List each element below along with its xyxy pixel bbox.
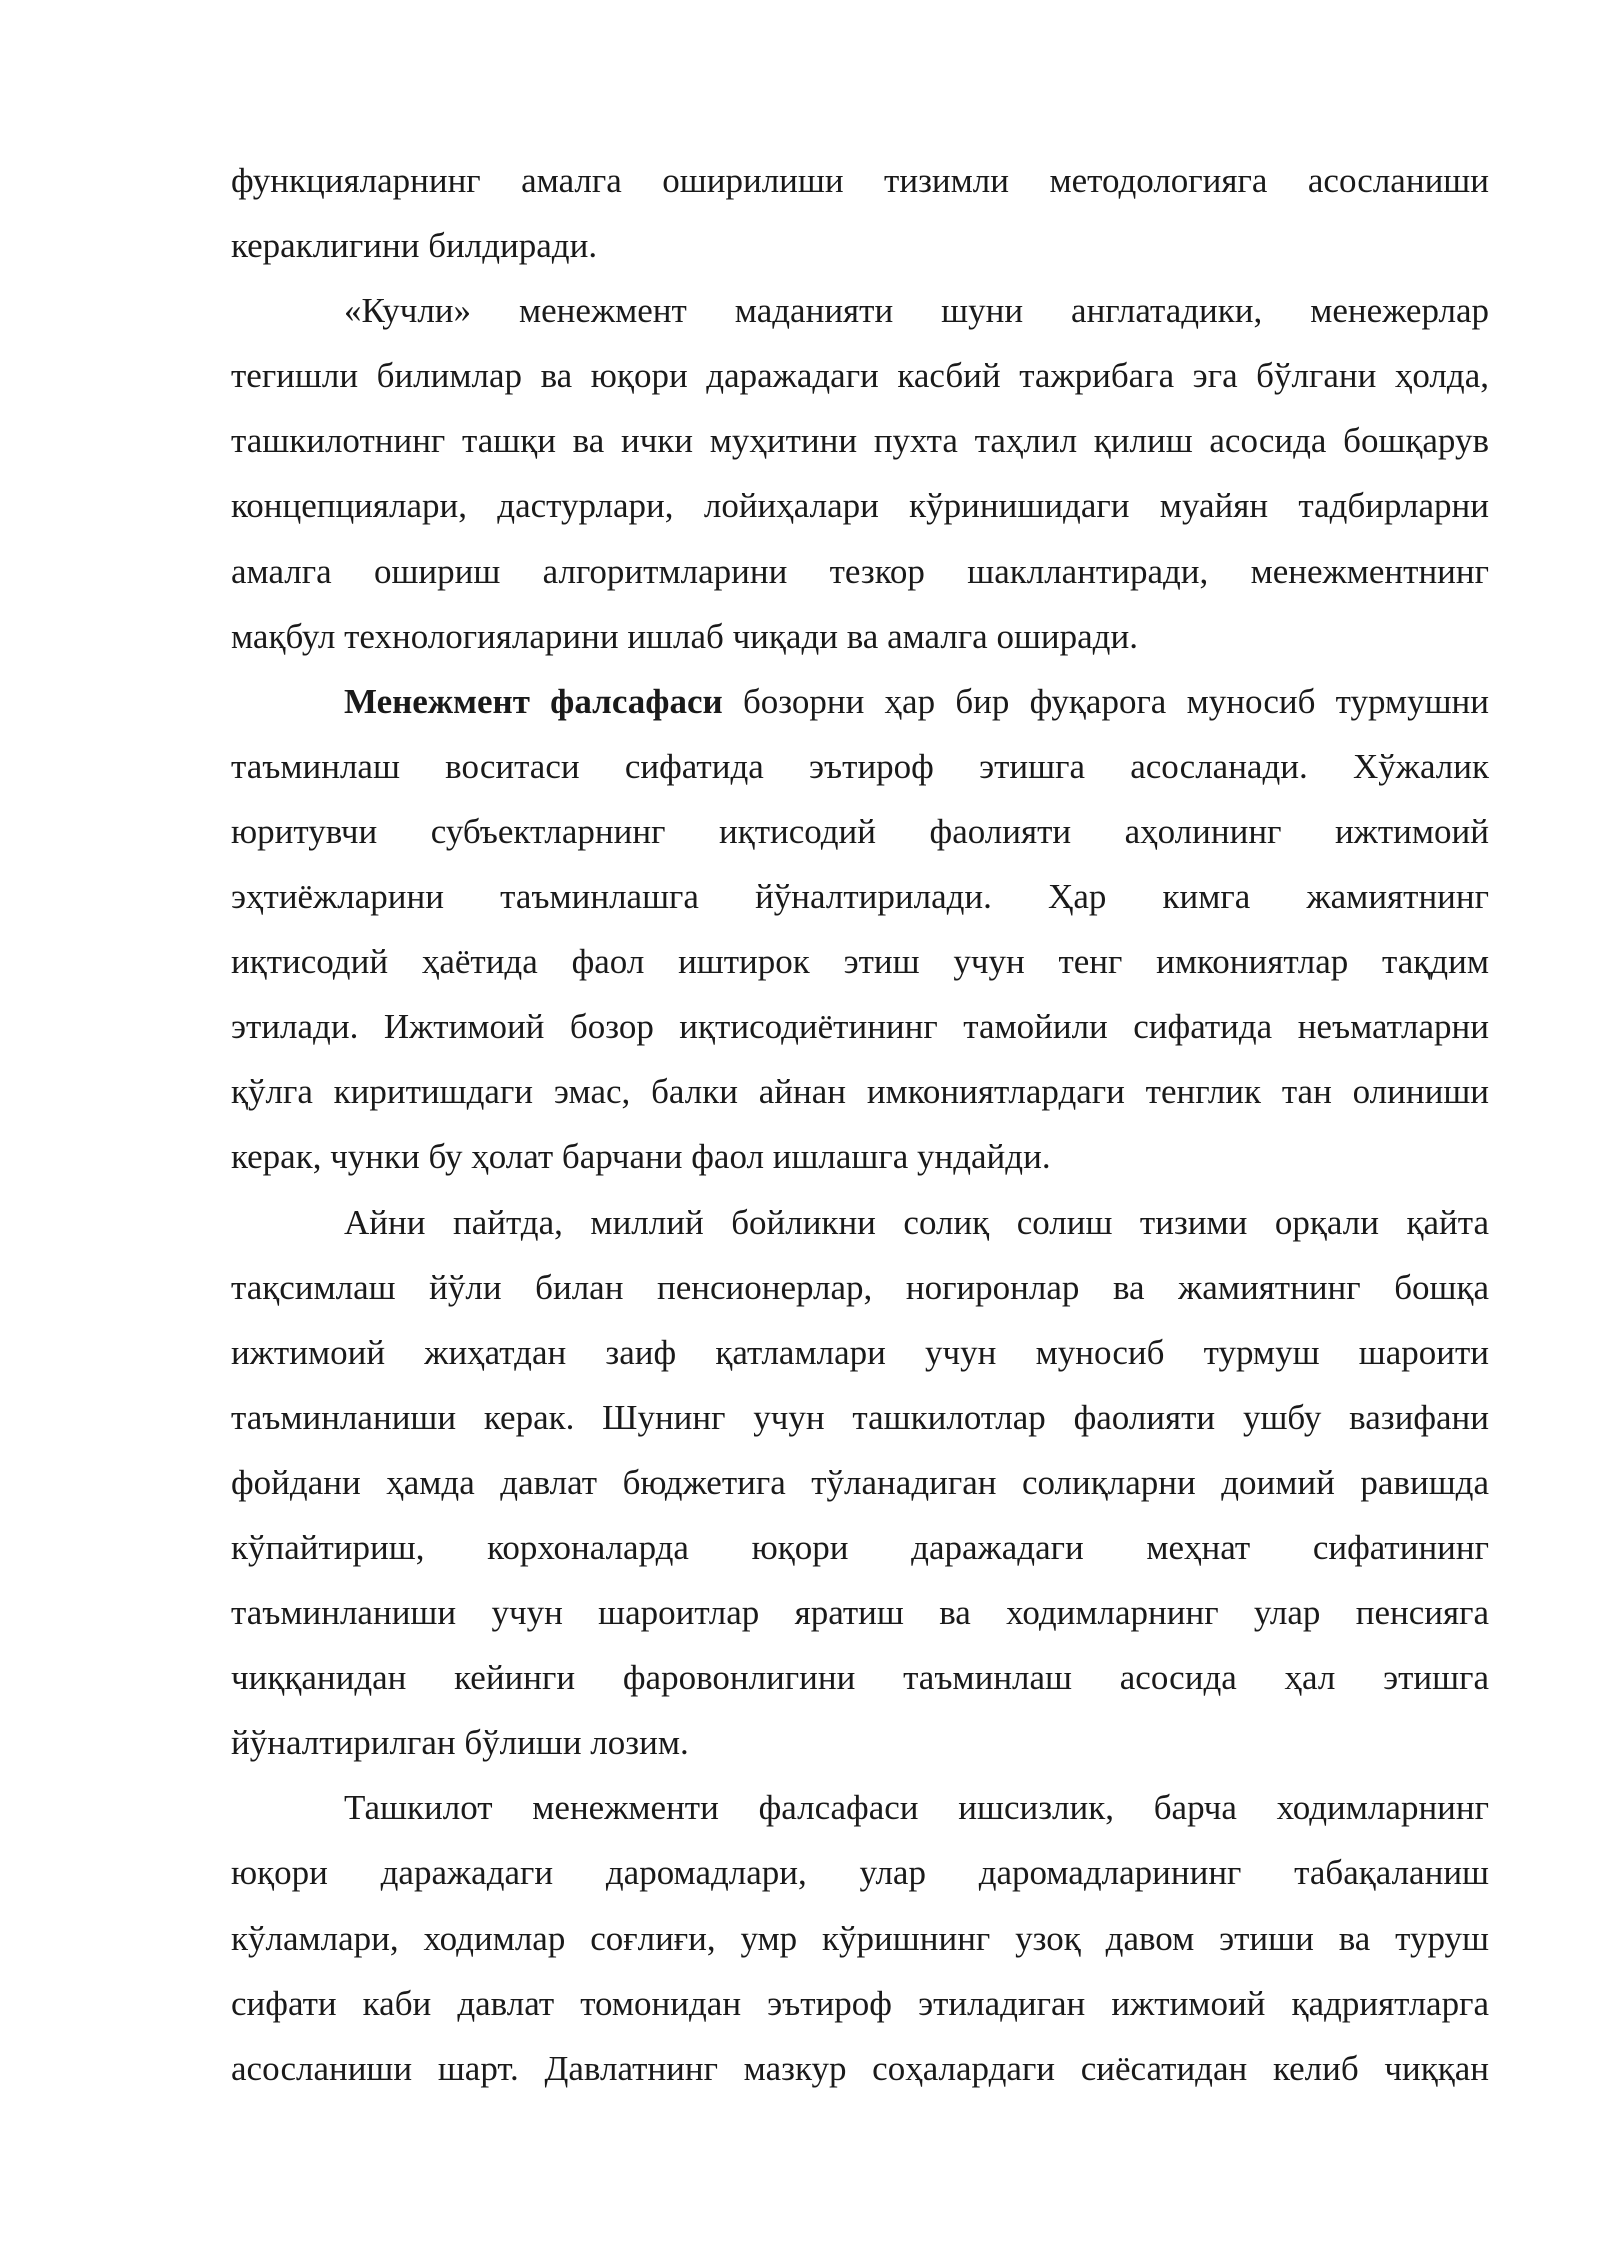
- text-line: керак, чунки бу ҳолат барчани фаол ишлашга ундайди.: [231, 1137, 1051, 1177]
- text-line: йўналтирилган бўлиши лозим.: [231, 1723, 689, 1763]
- text-line: юритувчи субъектларнинг иқтисодий фаолияти аҳолининг ижтимоий: [231, 811, 1489, 851]
- text-line: юқори даражадаги даромадлари, улар даромадларининг табақаланиш: [231, 1853, 1489, 1893]
- text-line: тегишли билимлар ва юқори даражадаги касбий тажрибага эга бўлгани ҳолда,: [231, 356, 1489, 396]
- text-line: ижтимоий жиҳатдан заиф қатламлари учун муносиб турмуш шароити: [231, 1332, 1489, 1372]
- text-line: қўлга киритишдаги эмас, балки айнан имкониятлардаги тенглик тан олиниши: [231, 1072, 1489, 1112]
- text-line: иқтисодий ҳаётида фаол иштирок этиш учун тенг имкониятлар тақдим: [231, 942, 1489, 982]
- text-line: сифати каби давлат томонидан эътироф этиладиган ижтимоий қадриятларга: [231, 1983, 1489, 2023]
- text-line: эҳтиёжларини таъминлашга йўналтирилади. Ҳар кимга жамиятнинг: [231, 877, 1489, 917]
- bold-term: Менежмент фалсафаси: [344, 681, 723, 721]
- text-line: концепциялари, дастурлари, лойиҳалари кўринишидаги муайян тадбирларни: [231, 486, 1489, 526]
- text-line: фойдани ҳамда давлат бюджетига тўланадиган солиқларни доимий равишда: [231, 1462, 1489, 1502]
- text-line-rest: бозорни ҳар бир фуқарога муносиб турмушни: [742, 681, 1489, 721]
- text-line: Ташкилот менежменти фалсафаси ишсизлик, барча ходимларнинг: [344, 1788, 1489, 1828]
- text-line: «Кучли» менежмент маданияти шуни англатадики, менежерлар: [344, 291, 1489, 331]
- body-text: [231, 148, 1489, 2101]
- paragraph-redistribution: [231, 1190, 1489, 1776]
- paragraph-strong-culture: [231, 278, 1489, 669]
- text-line: таъминлаш воситаси сифатида эътироф этишга асосланади. Хўжалик: [231, 746, 1489, 786]
- text-line: функцияларнинг амалга оширилиши тизимли методологияга асосланиши: [231, 161, 1489, 200]
- text-line: кўпайтириш, корхоналарда юқори даражадаги меҳнат сифатининг: [231, 1527, 1489, 1567]
- text-line: тақсимлаш йўли билан пенсионерлар, ногиронлар ва жамиятнинг бошқа: [231, 1267, 1489, 1307]
- text-line: ташкилотнинг ташқи ва ички муҳитини пухта таҳлил қилиш асосида бошқарув: [231, 421, 1489, 461]
- text-line: Айни пайтда, миллий бойликни солиқ солиш тизими орқали қайта: [344, 1202, 1489, 1242]
- text-line: таъминланиши учун шароитлар яратиш ва ходимларнинг улар пенсияга: [231, 1593, 1489, 1633]
- text-line: чиққанидан кейинги фаровонлигини таъминлаш асосида ҳал этишга: [231, 1658, 1489, 1698]
- text-line: [231, 669, 1489, 734]
- paragraph-management-philosophy: [231, 669, 1489, 1190]
- text-line: мақбул технологияларини ишлаб чиқади ва амалга оширади.: [231, 616, 1138, 656]
- text-line: кўламлари, ходимлар соғлиғи, умр кўришнинг узоқ давом этиши ва туруш: [231, 1918, 1489, 1958]
- text-line: этилади. Ижтимоий бозор иқтисодиётининг тамойили сифатида неъматларни: [231, 1007, 1489, 1047]
- text-line: кераклигини билдиради.: [231, 226, 598, 266]
- paragraph-organization-philosophy: [231, 1775, 1489, 2100]
- text-line: таъминланиши керак. Шунинг учун ташкилотлар фаолияти ушбу вазифани: [231, 1397, 1489, 1437]
- text-line: амалга ошириш алгоритмларини тезкор шакллантиради, менежментнинг: [231, 551, 1489, 591]
- paragraph-continuation: [231, 148, 1489, 278]
- text-line: асосланиши шарт. Давлатнинг мазкур соҳалардаги сиёсатидан келиб чиққан: [231, 2048, 1489, 2088]
